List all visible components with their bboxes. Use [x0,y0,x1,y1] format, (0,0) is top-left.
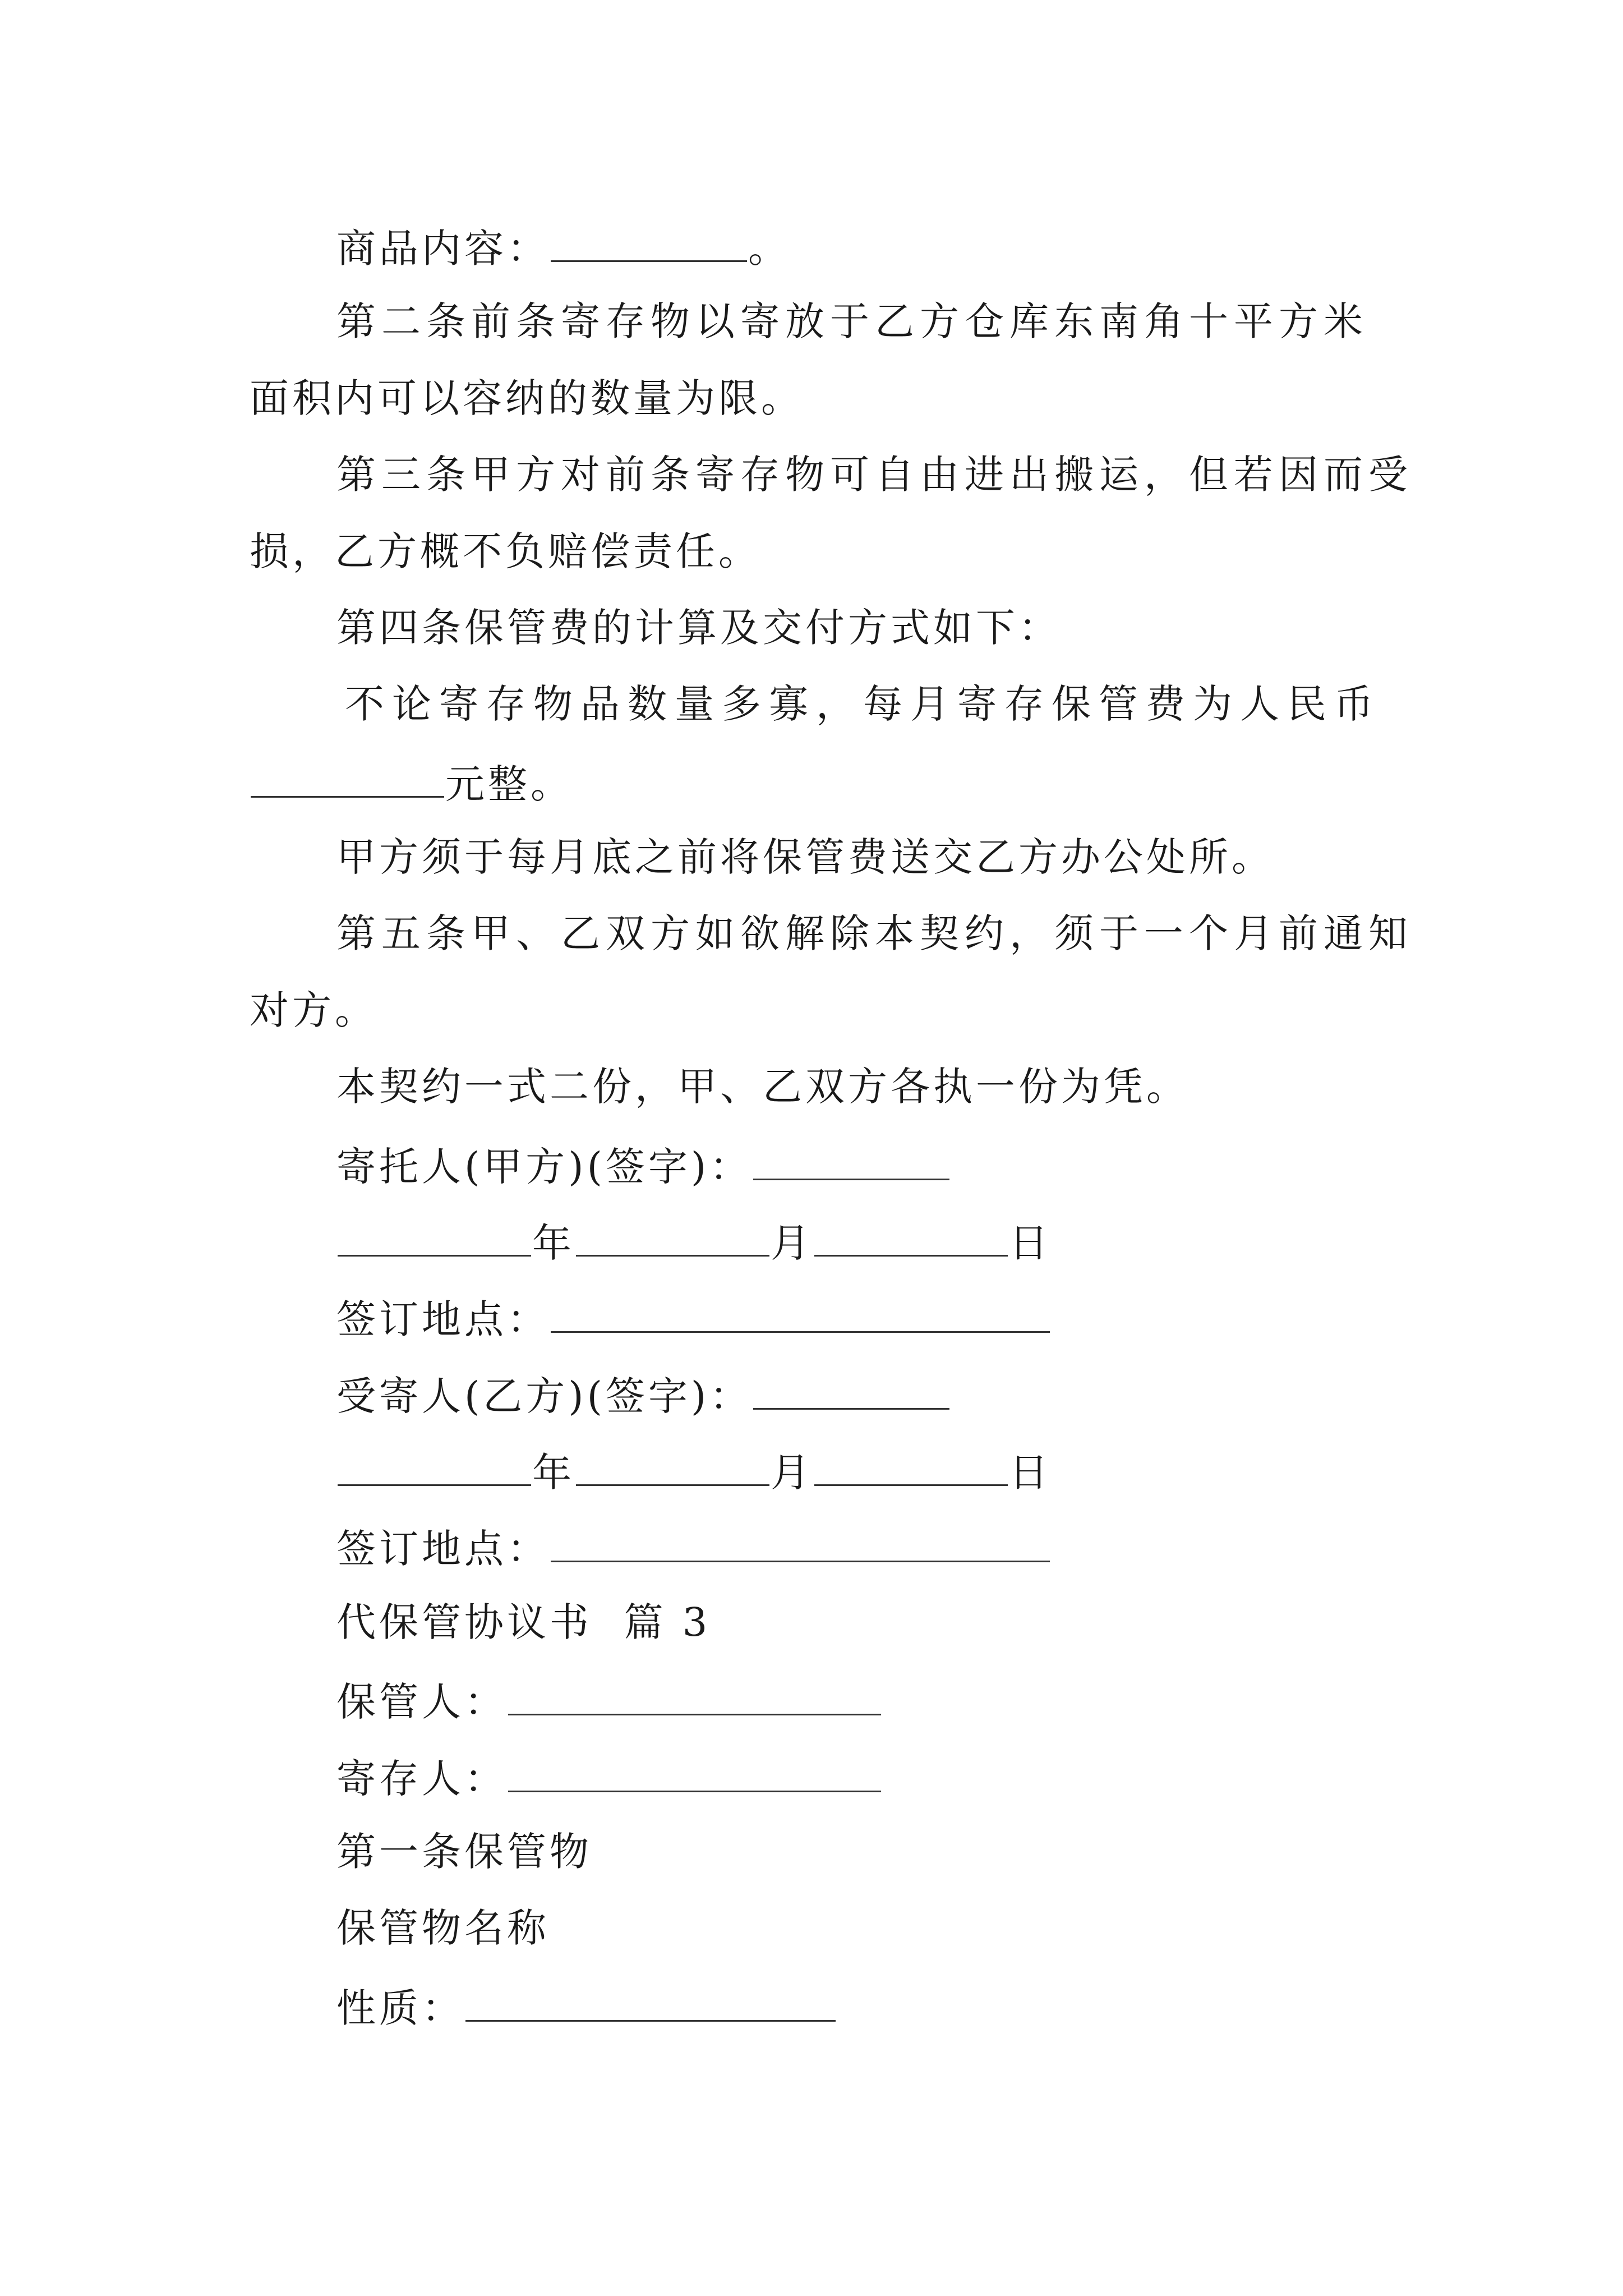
article-5-line-1: 第五条甲、乙双方如欲解除本契约，须于一个月前通知 [336,910,1413,956]
fee-line-1: 不论寄存物品数量多寡，每月寄存保管费为人民币 [345,681,1381,727]
date-b-line [336,1450,1052,1496]
article-1-heading: 第一条保管物 [336,1829,592,1875]
date-b-day-label: 日 [1009,1450,1052,1496]
custodian-label: 保管人： [336,1679,507,1725]
custodian-blank [508,1679,881,1715]
place-a-line [336,1296,1051,1342]
depositor-a-sign-line [336,1144,951,1190]
payment-line: 甲方须于每月底之前将保管费送交乙方办公处所。 [336,834,1274,880]
date-b-year-label: 年 [532,1450,575,1496]
date-a-year-label: 年 [532,1220,575,1266]
depositor-line [336,1756,882,1802]
item-nature-label: 性质： [336,1985,464,2031]
article-4-heading: 第四条保管费的计算及交付方式如下： [336,605,1061,651]
article-3-line-1: 第三条甲方对前条寄存物可自由进出搬运，但若因而受 [336,452,1413,498]
date-a-year-blank [338,1220,531,1257]
article-2-line-1: 第二条前条寄存物以寄放于乙方仓库东南角十平方米 [336,298,1368,344]
date-b-month-label: 月 [771,1450,813,1496]
date-a-line [336,1220,1052,1266]
item-name-line: 保管物名称 [336,1905,550,1951]
depositor-a-sign-blank [753,1144,949,1180]
place-a-label: 签订地点： [336,1296,550,1342]
place-b-label: 签订地点： [336,1526,550,1572]
section-title: 代保管协议书 篇 3 [336,1599,711,1645]
fee-amount-blank [251,761,444,798]
fee-line-2 [250,761,573,807]
depositor-label: 寄存人： [336,1756,507,1802]
date-b-month-blank [576,1450,769,1486]
copies-line: 本契约一式二份，甲、乙双方各执一份为凭。 [336,1064,1189,1110]
goods-content-label: 商品内容： [336,226,550,272]
depositary-b-sign-label: 受寄人(乙方)(签字)： [336,1373,753,1419]
depositary-b-sign-blank [753,1373,949,1410]
date-b-year-blank [338,1450,531,1486]
date-a-day-blank [814,1220,1008,1257]
goods-content-line [336,226,791,272]
item-nature-line [336,1985,837,2031]
item-nature-blank [465,1985,836,2022]
date-a-month-label: 月 [771,1220,813,1266]
goods-content-end: 。 [748,226,791,272]
article-5-line-2: 对方。 [250,987,377,1033]
depositor-blank [508,1756,881,1792]
date-a-month-blank [576,1220,769,1257]
place-b-blank [551,1526,1050,1562]
goods-content-blank [551,226,747,262]
depositor-a-sign-label: 寄托人(甲方)(签字)： [336,1144,753,1190]
depositary-b-sign-line [336,1373,951,1419]
date-a-day-label: 日 [1009,1220,1052,1266]
article-3-line-2: 损，乙方概不负赔偿责任。 [250,528,761,574]
custodian-line [336,1679,882,1725]
place-a-blank [551,1296,1050,1333]
article-2-line-2: 面积内可以容纳的数量为限。 [250,375,804,421]
date-b-day-blank [814,1450,1008,1486]
place-b-line [336,1526,1051,1572]
fee-unit: 元整。 [445,761,573,807]
